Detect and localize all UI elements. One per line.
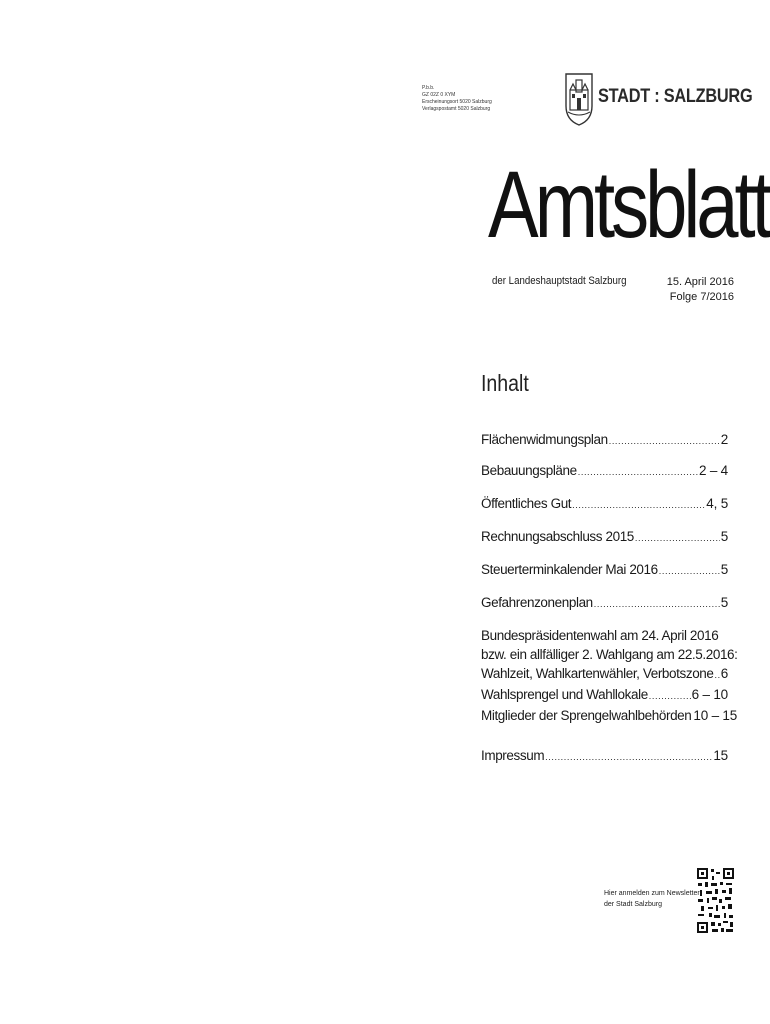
leader-dots bbox=[545, 748, 712, 767]
toc-entry-page: 15 bbox=[713, 748, 728, 763]
issue-number: Folge 7/2016 bbox=[669, 291, 734, 303]
postal-line: GZ 02Z 0 XYM bbox=[422, 92, 456, 98]
toc-entry-label: Flächenwidmungsplan bbox=[481, 432, 608, 447]
toc-entry bbox=[481, 664, 728, 685]
toc-entry-label: Rechnungsabschluss 2015 bbox=[481, 529, 634, 544]
newsletter-caption bbox=[604, 888, 700, 910]
masthead-subtitle: der Landeshauptstadt Salzburg bbox=[492, 275, 627, 287]
toc-entry-page: 10 – 15 bbox=[693, 708, 738, 723]
toc-entry bbox=[481, 494, 728, 515]
postal-line: P.b.b. bbox=[422, 85, 435, 91]
toc-entry bbox=[481, 430, 728, 451]
toc-heading: Inhalt bbox=[481, 370, 529, 396]
election-section bbox=[481, 626, 738, 727]
leader-dots bbox=[635, 529, 720, 548]
toc-entry-page: 5 bbox=[720, 595, 728, 610]
toc-entry-label: Mitglieder der Sprengelwahlbehörden bbox=[481, 708, 692, 723]
issue-info bbox=[667, 275, 734, 305]
election-heading: Bundespräsidentenwahl am 24. April 2016 bbox=[481, 628, 719, 643]
election-subheading: bzw. ein allfälliger 2. Wahlgang am 22.5.2016: bbox=[481, 647, 738, 662]
toc-entry-page: 6 – 10 bbox=[691, 687, 728, 702]
toc-entry-page: 4, 5 bbox=[706, 496, 728, 511]
toc-entry-label: Impressum bbox=[481, 748, 545, 763]
toc-entry-page: 5 bbox=[720, 529, 728, 544]
leader-dots bbox=[594, 595, 720, 614]
toc-entry-page: 6 bbox=[720, 666, 728, 681]
toc-entry bbox=[481, 685, 728, 706]
toc-entry-page: 2 bbox=[720, 432, 728, 447]
toc-entry-label: Öffentliches Gut bbox=[481, 496, 572, 511]
toc-entry-page: 2 – 4 bbox=[698, 463, 728, 478]
newsletter-line: Hier anmelden zum Newsletter bbox=[604, 890, 700, 897]
toc-entry-label: Wahlzeit, Wahlkartenwähler, Verbotszone bbox=[481, 666, 714, 681]
qr-code-icon[interactable] bbox=[697, 868, 734, 933]
postal-line: Verlagspostamt 5020 Salzburg bbox=[422, 106, 491, 112]
leader-dots bbox=[659, 562, 720, 581]
city-crest-icon bbox=[564, 72, 594, 126]
postal-line: Erscheinungsort 5020 Salzburg bbox=[422, 99, 492, 105]
leader-dots bbox=[578, 463, 698, 482]
toc-entry bbox=[481, 560, 728, 581]
toc-entry bbox=[481, 746, 728, 767]
toc-entry-label: Steuerterminkalender Mai 2016 bbox=[481, 562, 658, 577]
brand-name: STADT : SALZBURG bbox=[598, 86, 753, 107]
toc-entry-label: Wahlsprengel und Wahllokale bbox=[481, 687, 648, 702]
leader-dots bbox=[572, 496, 705, 515]
leader-dots bbox=[715, 666, 720, 685]
toc-entry-label: Bebauungspläne bbox=[481, 463, 577, 478]
leader-dots bbox=[649, 687, 691, 706]
issue-date: 15. April 2016 bbox=[666, 276, 734, 288]
toc-entry-label: Gefahrenzonenplan bbox=[481, 595, 593, 610]
toc-entry bbox=[481, 527, 728, 548]
masthead-title: Amtsblatt bbox=[488, 152, 769, 258]
toc-entry bbox=[481, 461, 728, 482]
newsletter-line: der Stadt Salzburg bbox=[604, 901, 662, 908]
toc-entry bbox=[481, 593, 728, 614]
toc-entry-page: 5 bbox=[720, 562, 728, 577]
leader-dots bbox=[609, 432, 720, 451]
toc-entry bbox=[481, 706, 738, 727]
postal-info bbox=[422, 85, 492, 113]
